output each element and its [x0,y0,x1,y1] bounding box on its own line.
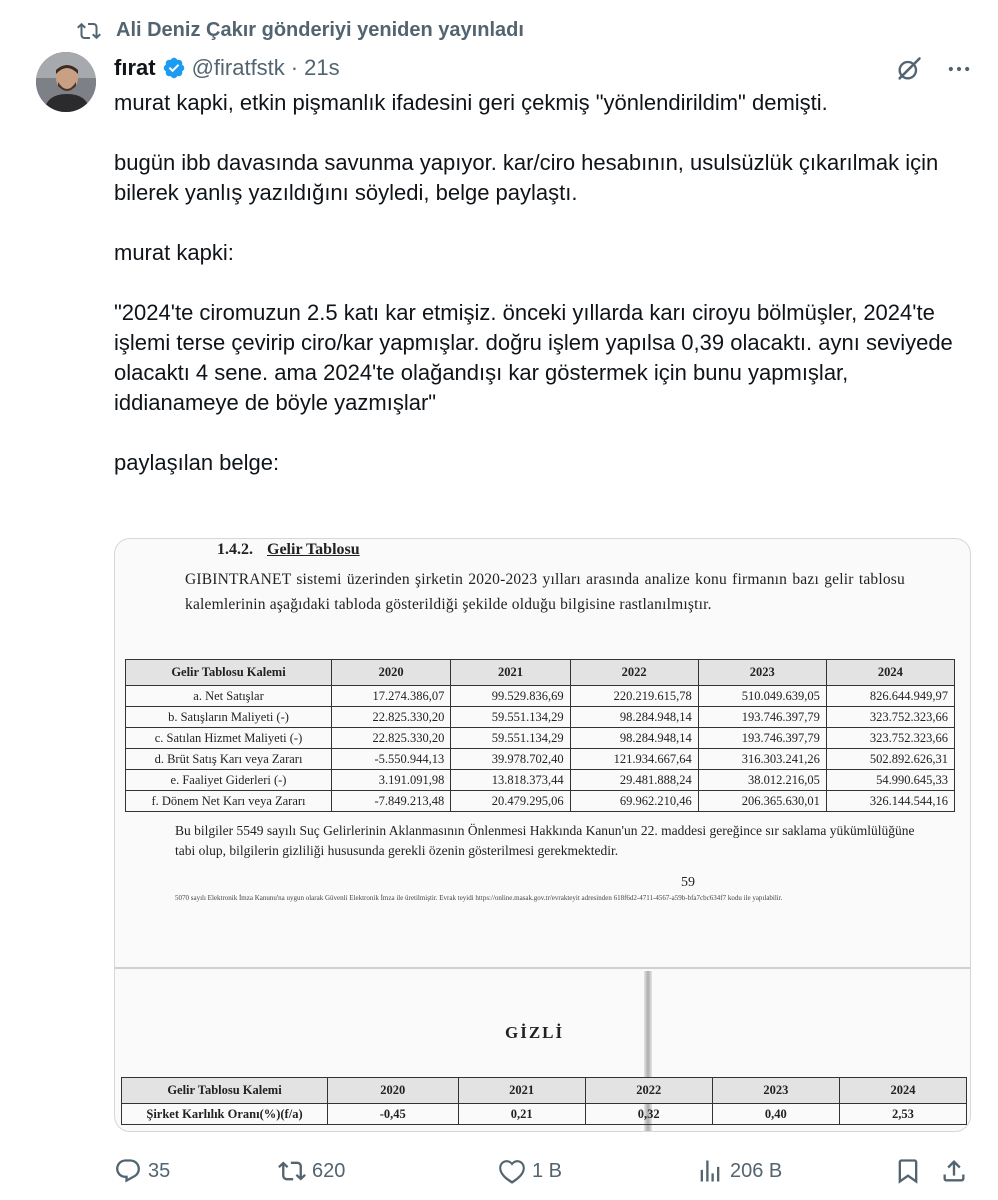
tweet-text [114,88,974,478]
table-cell: 502.892.626,31 [826,749,954,770]
profitability-table [121,1077,967,1125]
tweet-media-image[interactable] [114,538,971,1132]
table-cell: 38.012.216,05 [698,770,826,791]
views-button[interactable] [696,1155,782,1187]
table-cell: 220.219.615,78 [570,686,698,707]
reply-count: 35 [148,1159,171,1182]
tweet-top-actions [894,54,974,84]
table-cell: 326.144.544,16 [826,791,954,812]
table-cell: 98.284.948,14 [570,707,698,728]
table-cell: 323.752.323,66 [826,707,954,728]
table-row [126,728,955,749]
table-header-cell: 2023 [712,1078,839,1104]
table-cell: 54.990.645,33 [826,770,954,791]
table-cell: 316.303.241,26 [698,749,826,770]
tweet-paragraph: "2024'te ciromuzun 2.5 katı kar etmişiz. önceki yıllarda karı ciroyu bölmüşler, 2024'te işlemi terse çevirip ciro/kar yapmışlar. doğru işlem yapılsa 0,39 olacaktı. aynı seviyede olacaktı 4 sene. ama 2024'te olağandışı kar göstermek için bunu yapmışlar, iddianameye de böyle yazmışlar" [114,300,959,415]
table-cell: 22.825.330,20 [332,707,451,728]
table-cell: 826.644.949,97 [826,686,954,707]
table-row [126,770,955,791]
page-number: 59 [681,875,695,890]
views-count: 206 B [730,1159,783,1182]
table-header-cell: 2024 [826,660,954,686]
avatar-image [36,52,96,112]
section-number: 1.4.2. [217,541,253,558]
scanned-document [115,539,971,1132]
table-cell: 206.365.630,01 [698,791,826,812]
table-cell: -7.849.213,48 [332,791,451,812]
table-cell: d. Brüt Satış Karı veya Zararı [126,749,332,770]
table-cell: 510.049.639,05 [698,686,826,707]
table-cell: -0,45 [328,1104,459,1125]
like-button[interactable] [498,1155,562,1187]
section-title: Gelir Tablosu [267,541,360,558]
page-divider [115,967,971,969]
table-cell: 39.978.702,40 [451,749,570,770]
table-row [126,707,955,728]
table-header-cell: 2022 [570,660,698,686]
reply-icon [114,1157,142,1185]
table-cell: 59.551.134,29 [451,728,570,749]
table-cell: 323.752.323,66 [826,728,954,749]
tweet-paragraph: murat kapki, etkin pişmanlık ifadesini geri çekmiş "yönlendirildim" demişti. [114,90,828,115]
table-cell: 22.825.330,20 [332,728,451,749]
repost-button[interactable] [278,1155,345,1187]
table-cell: 20.479.295,06 [451,791,570,812]
separator-dot: · [290,55,299,80]
table-cell: c. Satılan Hizmet Maliyeti (-) [126,728,332,749]
repost-text: Ali Deniz Çakır gönderiyi yeniden yayınladı [116,19,524,41]
tweet-action-bar [114,1155,974,1187]
verified-badge-icon [162,56,186,80]
table-header-row [126,660,955,686]
table-header-cell: 2024 [839,1078,966,1104]
table-cell: b. Satışların Maliyeti (-) [126,707,332,728]
table-cell: 193.746.397,79 [698,707,826,728]
table-cell: e. Faaliyet Giderleri (-) [126,770,332,791]
table-header-cell: 2020 [328,1078,459,1104]
repost-icon [278,1157,306,1185]
table-cell: f. Dönem Net Karı veya Zararı [126,791,332,812]
tweet-paragraph: murat kapki: [114,240,234,265]
income-table [125,659,955,812]
tweet-paragraph: paylaşılan belge: [114,450,280,475]
table-header-cell: Gelir Tablosu Kalemi [126,660,332,686]
table-cell: 59.551.134,29 [451,707,570,728]
e-signature-footer: 5070 sayılı Elektronik İmza Kanunu'na uygun olarak Güvenli Elektronik İmza ile üretilmiştir. Evrak teyidi https://online.masak.gov.tr/evrakteyit adresinden 618f6d2-4711-4567-a59b-bfa7cbc634f7 kodu ile yapılabilir. [175,894,783,902]
reply-button[interactable] [114,1155,170,1187]
table-header-row [122,1078,967,1104]
share-button[interactable] [940,1155,974,1187]
table-header-cell: 2021 [451,660,570,686]
table-cell: 69.962.210,46 [570,791,698,812]
more-icon[interactable] [944,54,974,84]
table-cell: 99.529.836,69 [451,686,570,707]
table-header-cell: Gelir Tablosu Kalemi [122,1078,328,1104]
table-cell: 29.481.888,24 [570,770,698,791]
table-header-cell: 2023 [698,660,826,686]
table-row [126,749,955,770]
bookmark-button[interactable] [894,1155,928,1187]
table-header-cell: 2022 [585,1078,712,1104]
post-time[interactable]: 21s [304,55,340,80]
tweet-header [114,54,340,82]
table-row [126,686,955,707]
like-icon [498,1157,526,1185]
table-cell: 3.191.091,98 [332,770,451,791]
like-count: 1 B [532,1159,563,1182]
table-row [122,1104,967,1125]
table-cell: a. Net Satışlar [126,686,332,707]
confidentiality-note: Bu bilgiler 5549 sayılı Suç Gelirlerinin Aklanmasının Önlenmesi Hakkında Kanun'un 22. maddesi gereğince sır saklama yükümlülüğüne tabi olup, bilgilerin gizliliği hususunda gerekli özenin gösterilmesi gerekmektedir. [175,823,915,858]
table-header-cell: 2020 [332,660,451,686]
table-cell: 0,40 [712,1104,839,1125]
table-cell: 0,21 [458,1104,585,1125]
share-icon [940,1157,968,1185]
tweet-paragraph: bugün ibb davasında savunma yapıyor. kar/ciro hesabının, usulsüzlük çıkarılmak için bilerek yanlış yazıldığını söyledi, belge paylaştı. [114,150,945,205]
classification-label: GİZLİ [505,1023,565,1042]
document-paragraph: GIBINTRANET sistemi üzerinden şirketin 2020-2023 yılları arasında analize konu firmanın bazı gelir tablosu kalemlerinin aşağıdaki tabloda gösterildiği şekilde olduğu bilgisine rastlanılmıştır. [185,571,905,613]
bookmark-icon [894,1157,922,1185]
grok-icon[interactable] [894,54,924,84]
author-handle[interactable]: @firatfstk [191,55,285,80]
table-cell: 98.284.948,14 [570,728,698,749]
table-cell: 2,53 [839,1104,966,1125]
table-header-cell: 2021 [458,1078,585,1104]
table-cell: 193.746.397,79 [698,728,826,749]
repost-count: 620 [312,1159,346,1182]
table-cell: 13.818.373,44 [451,770,570,791]
repost-icon [76,19,102,43]
avatar[interactable] [36,52,96,112]
views-icon [696,1157,724,1185]
table-cell: -5.550.944,13 [332,749,451,770]
author-name[interactable]: fırat [114,55,156,80]
table-row [126,791,955,812]
table-cell: 0,32 [585,1104,712,1125]
table-cell: 121.934.667,64 [570,749,698,770]
document-section-title [217,541,360,559]
table-cell: 17.274.386,07 [332,686,451,707]
table-cell: Şirket Karlılık Oranı(%)(f/a) [122,1104,328,1125]
